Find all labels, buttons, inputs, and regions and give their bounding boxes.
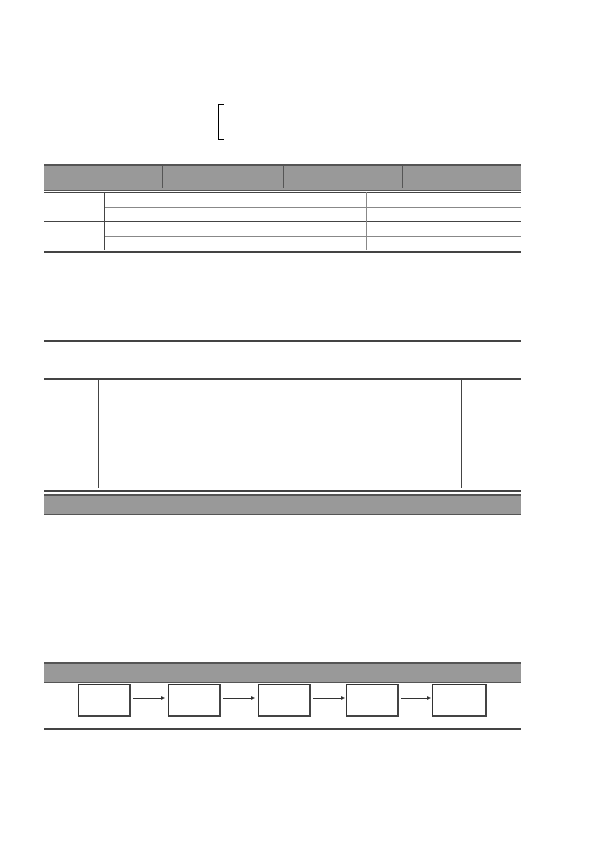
process-step bbox=[78, 684, 131, 717]
section-rule bbox=[44, 728, 521, 730]
notes-heading-bar bbox=[44, 494, 521, 515]
process-heading-bar bbox=[44, 662, 521, 683]
process-arrow bbox=[223, 698, 253, 699]
col-divider bbox=[98, 378, 99, 488]
process-step bbox=[346, 684, 399, 717]
row-divider bbox=[104, 236, 521, 237]
applicant-grid bbox=[44, 192, 521, 253]
row-divider bbox=[44, 221, 521, 222]
header-divider bbox=[402, 166, 403, 188]
section-rule bbox=[44, 340, 521, 342]
row-divider bbox=[104, 207, 521, 208]
col-divider bbox=[104, 192, 105, 250]
process-arrow bbox=[401, 698, 429, 699]
title-bracket bbox=[218, 104, 224, 140]
header-divider bbox=[162, 166, 163, 188]
process-arrow bbox=[133, 698, 163, 699]
process-arrow bbox=[313, 698, 343, 699]
process-step bbox=[432, 684, 487, 717]
process-step bbox=[258, 684, 311, 717]
header-divider bbox=[283, 166, 284, 188]
attachments-section bbox=[44, 378, 521, 492]
col-divider bbox=[366, 192, 367, 250]
process-step bbox=[168, 684, 221, 717]
col-divider bbox=[461, 378, 462, 488]
